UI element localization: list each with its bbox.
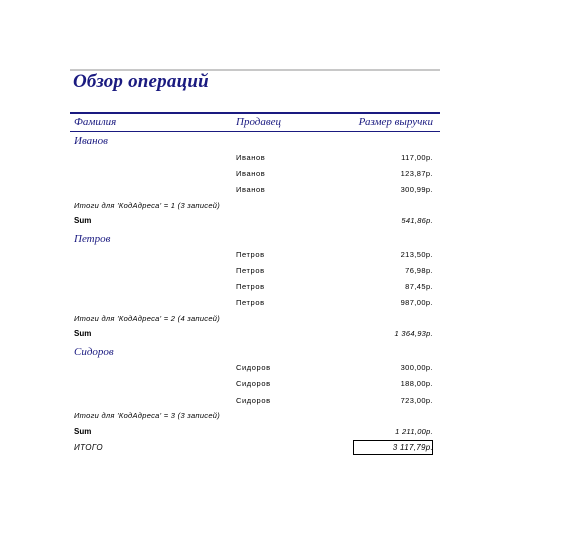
- row-amount: 76,98р.: [405, 266, 433, 275]
- row-amount: 987,00р.: [400, 298, 433, 307]
- row-amount: 87,45р.: [405, 282, 433, 291]
- row-seller: Иванов: [236, 153, 266, 162]
- row-seller: Иванов: [236, 185, 266, 194]
- row-seller: Петров: [236, 266, 265, 275]
- group-sum-value: 541,86р.: [401, 216, 433, 225]
- group-header-petrov: Петров: [74, 233, 111, 245]
- report-title: Обзор операций: [73, 71, 209, 92]
- row-seller: Петров: [236, 282, 265, 291]
- group-footer-label: Итоги для 'КодАдреса' = 1 (3 записей): [74, 201, 221, 210]
- grand-total-label: ИТОГО: [74, 443, 103, 452]
- row-amount: 300,00р.: [400, 363, 433, 372]
- row-seller: Петров: [236, 250, 265, 259]
- row-seller: Иванов: [236, 169, 266, 178]
- group-sum-label: Sum: [74, 216, 92, 225]
- row-amount: 723,00р.: [400, 396, 433, 405]
- row-amount: 117,00р.: [401, 153, 433, 162]
- group-sum-value: 1 364,93р.: [394, 329, 433, 338]
- group-sum-value: 1 211,00р.: [395, 427, 433, 436]
- row-seller: Сидоров: [236, 379, 271, 388]
- row-amount: 300,99р.: [400, 185, 433, 194]
- header-bottom-rule: [70, 131, 440, 132]
- column-header-surname: Фамилия: [74, 116, 117, 128]
- row-amount: 123,87р.: [400, 169, 433, 178]
- group-footer-label: Итоги для 'КодАдреса' = 2 (4 записей): [74, 314, 221, 323]
- row-seller: Сидоров: [236, 363, 271, 372]
- group-header-sidorov: Сидоров: [74, 346, 114, 358]
- group-footer-label: Итоги для 'КодАдреса' = 3 (3 записей): [74, 411, 221, 420]
- row-seller: Петров: [236, 298, 265, 307]
- header-top-rule: [70, 112, 440, 114]
- grand-total-value: 3 117,79р.: [392, 443, 433, 452]
- column-header-seller: Продавец: [236, 116, 282, 128]
- row-amount: 188,00р.: [400, 379, 433, 388]
- group-sum-label: Sum: [74, 329, 92, 338]
- row-amount: 213,50р.: [400, 250, 433, 259]
- group-sum-label: Sum: [74, 427, 92, 436]
- column-header-revenue: Размер выручки: [358, 116, 433, 128]
- row-seller: Сидоров: [236, 396, 271, 405]
- group-header-ivanov: Иванов: [74, 135, 108, 147]
